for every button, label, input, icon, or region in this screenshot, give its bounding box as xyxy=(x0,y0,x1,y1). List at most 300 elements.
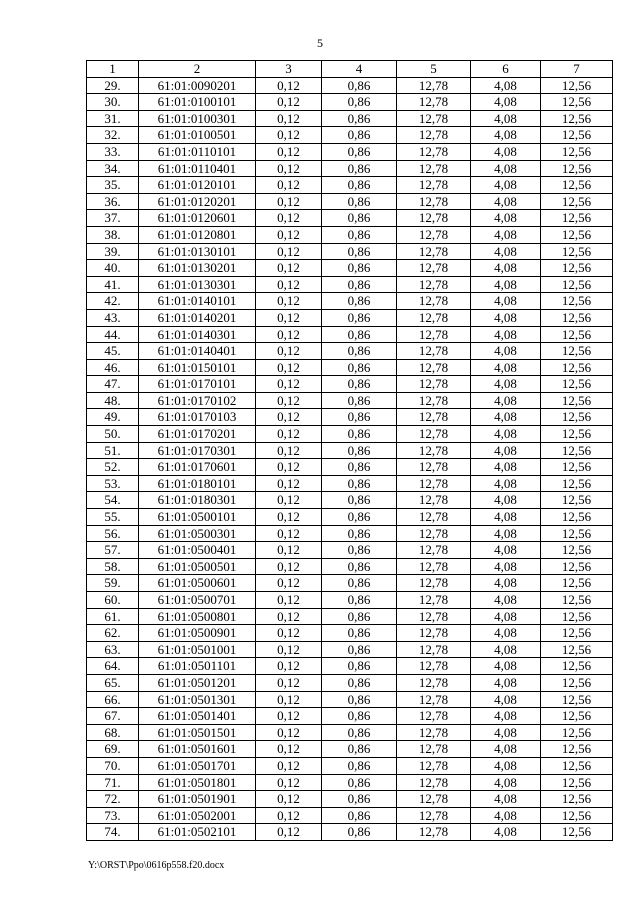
value-col-4: 0,86 xyxy=(322,77,397,94)
value-col-6: 4,08 xyxy=(471,343,541,360)
value-col-7: 12,56 xyxy=(541,774,613,791)
value-col-4: 0,86 xyxy=(322,110,397,127)
value-col-4: 0,86 xyxy=(322,392,397,409)
value-col-3: 0,12 xyxy=(256,542,322,559)
value-col-7: 12,56 xyxy=(541,77,613,94)
value-col-5: 12,78 xyxy=(397,542,471,559)
value-col-7: 12,56 xyxy=(541,724,613,741)
value-col-7: 12,56 xyxy=(541,674,613,691)
value-col-6: 4,08 xyxy=(471,509,541,526)
cadastral-number: 61:01:0500601 xyxy=(139,575,256,592)
row-number: 55. xyxy=(87,509,139,526)
value-col-3: 0,12 xyxy=(256,525,322,542)
value-col-6: 4,08 xyxy=(471,558,541,575)
cadastral-number: 61:01:0130101 xyxy=(139,243,256,260)
value-col-4: 0,86 xyxy=(322,442,397,459)
table-row xyxy=(87,243,613,260)
value-col-3: 0,12 xyxy=(256,442,322,459)
value-col-6: 4,08 xyxy=(471,542,541,559)
value-col-7: 12,56 xyxy=(541,442,613,459)
value-col-5: 12,78 xyxy=(397,392,471,409)
value-col-7: 12,56 xyxy=(541,160,613,177)
row-number: 70. xyxy=(87,757,139,774)
row-number: 68. xyxy=(87,724,139,741)
value-col-5: 12,78 xyxy=(397,260,471,277)
value-col-4: 0,86 xyxy=(322,127,397,144)
row-number: 44. xyxy=(87,326,139,343)
value-col-6: 4,08 xyxy=(471,824,541,841)
value-col-5: 12,78 xyxy=(397,143,471,160)
value-col-7: 12,56 xyxy=(541,708,613,725)
value-col-4: 0,86 xyxy=(322,691,397,708)
column-header-4: 4 xyxy=(322,61,397,78)
value-col-4: 0,86 xyxy=(322,774,397,791)
cadastral-number: 61:01:0501001 xyxy=(139,641,256,658)
table-row xyxy=(87,177,613,194)
value-col-5: 12,78 xyxy=(397,724,471,741)
row-number: 69. xyxy=(87,741,139,758)
cadastral-number: 61:01:0120801 xyxy=(139,226,256,243)
value-col-4: 0,86 xyxy=(322,160,397,177)
row-number: 52. xyxy=(87,459,139,476)
table-header xyxy=(87,61,613,78)
table-row xyxy=(87,625,613,642)
table-row xyxy=(87,193,613,210)
value-col-5: 12,78 xyxy=(397,210,471,227)
value-col-6: 4,08 xyxy=(471,226,541,243)
value-col-7: 12,56 xyxy=(541,293,613,310)
value-col-3: 0,12 xyxy=(256,376,322,393)
value-col-3: 0,12 xyxy=(256,260,322,277)
value-col-4: 0,86 xyxy=(322,143,397,160)
value-col-5: 12,78 xyxy=(397,343,471,360)
value-col-4: 0,86 xyxy=(322,193,397,210)
value-col-4: 0,86 xyxy=(322,592,397,609)
value-col-5: 12,78 xyxy=(397,741,471,758)
table-row xyxy=(87,708,613,725)
value-col-7: 12,56 xyxy=(541,525,613,542)
cadastral-number: 61:01:0120101 xyxy=(139,177,256,194)
row-number: 61. xyxy=(87,608,139,625)
table-row xyxy=(87,94,613,111)
value-col-3: 0,12 xyxy=(256,691,322,708)
value-col-4: 0,86 xyxy=(322,525,397,542)
table-row xyxy=(87,276,613,293)
value-col-5: 12,78 xyxy=(397,376,471,393)
row-number: 53. xyxy=(87,475,139,492)
table-row xyxy=(87,658,613,675)
table-row xyxy=(87,110,613,127)
value-col-6: 4,08 xyxy=(471,260,541,277)
value-col-6: 4,08 xyxy=(471,110,541,127)
value-col-7: 12,56 xyxy=(541,110,613,127)
cadastral-number: 61:01:0500401 xyxy=(139,542,256,559)
value-col-5: 12,78 xyxy=(397,94,471,111)
value-col-4: 0,86 xyxy=(322,641,397,658)
column-header-1: 1 xyxy=(87,61,139,78)
value-col-7: 12,56 xyxy=(541,658,613,675)
table-row xyxy=(87,343,613,360)
value-col-4: 0,86 xyxy=(322,708,397,725)
value-col-6: 4,08 xyxy=(471,475,541,492)
value-col-6: 4,08 xyxy=(471,575,541,592)
cadastral-number: 61:01:0180101 xyxy=(139,475,256,492)
value-col-7: 12,56 xyxy=(541,558,613,575)
value-col-4: 0,86 xyxy=(322,724,397,741)
cadastral-number: 61:01:0500501 xyxy=(139,558,256,575)
table-row xyxy=(87,475,613,492)
table-row xyxy=(87,757,613,774)
table-row xyxy=(87,558,613,575)
value-col-7: 12,56 xyxy=(541,475,613,492)
value-col-7: 12,56 xyxy=(541,641,613,658)
value-col-4: 0,86 xyxy=(322,359,397,376)
value-col-5: 12,78 xyxy=(397,708,471,725)
value-col-5: 12,78 xyxy=(397,674,471,691)
value-col-6: 4,08 xyxy=(471,392,541,409)
table-row xyxy=(87,442,613,459)
row-number: 60. xyxy=(87,592,139,609)
value-col-5: 12,78 xyxy=(397,160,471,177)
value-col-7: 12,56 xyxy=(541,243,613,260)
value-col-5: 12,78 xyxy=(397,426,471,443)
value-col-5: 12,78 xyxy=(397,641,471,658)
table-row xyxy=(87,592,613,609)
value-col-7: 12,56 xyxy=(541,177,613,194)
row-number: 50. xyxy=(87,426,139,443)
value-col-3: 0,12 xyxy=(256,276,322,293)
cadastral-number: 61:01:0130201 xyxy=(139,260,256,277)
value-col-4: 0,86 xyxy=(322,475,397,492)
value-col-6: 4,08 xyxy=(471,143,541,160)
data-table xyxy=(86,60,613,841)
table-row xyxy=(87,260,613,277)
value-col-7: 12,56 xyxy=(541,260,613,277)
value-col-5: 12,78 xyxy=(397,691,471,708)
value-col-7: 12,56 xyxy=(541,459,613,476)
cadastral-number: 61:01:0170102 xyxy=(139,392,256,409)
row-number: 66. xyxy=(87,691,139,708)
table-row xyxy=(87,392,613,409)
row-number: 41. xyxy=(87,276,139,293)
value-col-6: 4,08 xyxy=(471,293,541,310)
value-col-6: 4,08 xyxy=(471,525,541,542)
value-col-3: 0,12 xyxy=(256,326,322,343)
row-number: 33. xyxy=(87,143,139,160)
value-col-5: 12,78 xyxy=(397,177,471,194)
row-number: 43. xyxy=(87,309,139,326)
value-col-7: 12,56 xyxy=(541,392,613,409)
table-row xyxy=(87,641,613,658)
value-col-5: 12,78 xyxy=(397,525,471,542)
row-number: 72. xyxy=(87,791,139,808)
value-col-7: 12,56 xyxy=(541,226,613,243)
table-row xyxy=(87,127,613,144)
value-col-7: 12,56 xyxy=(541,94,613,111)
value-col-4: 0,86 xyxy=(322,791,397,808)
value-col-6: 4,08 xyxy=(471,243,541,260)
value-col-6: 4,08 xyxy=(471,127,541,144)
value-col-7: 12,56 xyxy=(541,608,613,625)
value-col-3: 0,12 xyxy=(256,143,322,160)
cadastral-number: 61:01:0170301 xyxy=(139,442,256,459)
value-col-7: 12,56 xyxy=(541,193,613,210)
row-number: 34. xyxy=(87,160,139,177)
table-row xyxy=(87,143,613,160)
value-col-6: 4,08 xyxy=(471,608,541,625)
table-row xyxy=(87,724,613,741)
value-col-4: 0,86 xyxy=(322,542,397,559)
value-col-5: 12,78 xyxy=(397,757,471,774)
value-col-7: 12,56 xyxy=(541,757,613,774)
value-col-4: 0,86 xyxy=(322,824,397,841)
value-col-5: 12,78 xyxy=(397,625,471,642)
row-number: 49. xyxy=(87,409,139,426)
table-row xyxy=(87,691,613,708)
value-col-6: 4,08 xyxy=(471,625,541,642)
row-number: 35. xyxy=(87,177,139,194)
value-col-3: 0,12 xyxy=(256,193,322,210)
value-col-3: 0,12 xyxy=(256,127,322,144)
value-col-4: 0,86 xyxy=(322,608,397,625)
row-number: 65. xyxy=(87,674,139,691)
cadastral-number: 61:01:0501601 xyxy=(139,741,256,758)
value-col-3: 0,12 xyxy=(256,791,322,808)
value-col-7: 12,56 xyxy=(541,575,613,592)
cadastral-number: 61:01:0502001 xyxy=(139,807,256,824)
cadastral-number: 61:01:0180301 xyxy=(139,492,256,509)
value-col-7: 12,56 xyxy=(541,276,613,293)
table-row xyxy=(87,509,613,526)
cadastral-number: 61:01:0170101 xyxy=(139,376,256,393)
value-col-3: 0,12 xyxy=(256,359,322,376)
value-col-3: 0,12 xyxy=(256,94,322,111)
value-col-6: 4,08 xyxy=(471,658,541,675)
row-number: 46. xyxy=(87,359,139,376)
table-row xyxy=(87,376,613,393)
value-col-6: 4,08 xyxy=(471,409,541,426)
value-col-3: 0,12 xyxy=(256,592,322,609)
cadastral-number: 61:01:0100301 xyxy=(139,110,256,127)
value-col-3: 0,12 xyxy=(256,110,322,127)
value-col-5: 12,78 xyxy=(397,824,471,841)
table-row xyxy=(87,309,613,326)
value-col-6: 4,08 xyxy=(471,492,541,509)
value-col-5: 12,78 xyxy=(397,127,471,144)
value-col-6: 4,08 xyxy=(471,160,541,177)
row-number: 57. xyxy=(87,542,139,559)
value-col-6: 4,08 xyxy=(471,592,541,609)
table-row xyxy=(87,741,613,758)
value-col-4: 0,86 xyxy=(322,276,397,293)
cadastral-number: 61:01:0500301 xyxy=(139,525,256,542)
row-number: 42. xyxy=(87,293,139,310)
column-header-5: 5 xyxy=(397,61,471,78)
value-col-3: 0,12 xyxy=(256,392,322,409)
cadastral-number: 61:01:0140401 xyxy=(139,343,256,360)
table-row xyxy=(87,326,613,343)
value-col-7: 12,56 xyxy=(541,143,613,160)
value-col-5: 12,78 xyxy=(397,791,471,808)
row-number: 45. xyxy=(87,343,139,360)
row-number: 48. xyxy=(87,392,139,409)
table-row xyxy=(87,774,613,791)
cadastral-number: 61:01:0500801 xyxy=(139,608,256,625)
row-number: 32. xyxy=(87,127,139,144)
value-col-6: 4,08 xyxy=(471,94,541,111)
value-col-3: 0,12 xyxy=(256,608,322,625)
table-row xyxy=(87,409,613,426)
cadastral-number: 61:01:0140301 xyxy=(139,326,256,343)
cadastral-number: 61:01:0500101 xyxy=(139,509,256,526)
value-col-3: 0,12 xyxy=(256,824,322,841)
value-col-4: 0,86 xyxy=(322,243,397,260)
value-col-6: 4,08 xyxy=(471,641,541,658)
value-col-4: 0,86 xyxy=(322,309,397,326)
column-header-2: 2 xyxy=(139,61,256,78)
value-col-5: 12,78 xyxy=(397,326,471,343)
value-col-5: 12,78 xyxy=(397,807,471,824)
value-col-4: 0,86 xyxy=(322,575,397,592)
value-col-4: 0,86 xyxy=(322,177,397,194)
value-col-6: 4,08 xyxy=(471,791,541,808)
cadastral-number: 61:01:0170601 xyxy=(139,459,256,476)
table-row xyxy=(87,492,613,509)
value-col-5: 12,78 xyxy=(397,409,471,426)
row-number: 59. xyxy=(87,575,139,592)
value-col-3: 0,12 xyxy=(256,674,322,691)
cadastral-number: 61:01:0130301 xyxy=(139,276,256,293)
value-col-4: 0,86 xyxy=(322,757,397,774)
value-col-6: 4,08 xyxy=(471,774,541,791)
value-col-7: 12,56 xyxy=(541,326,613,343)
value-col-6: 4,08 xyxy=(471,459,541,476)
value-col-3: 0,12 xyxy=(256,426,322,443)
value-col-4: 0,86 xyxy=(322,741,397,758)
value-col-5: 12,78 xyxy=(397,492,471,509)
table-row xyxy=(87,575,613,592)
value-col-3: 0,12 xyxy=(256,741,322,758)
cadastral-number: 61:01:0100501 xyxy=(139,127,256,144)
cadastral-number: 61:01:0501201 xyxy=(139,674,256,691)
cadastral-number: 61:01:0501301 xyxy=(139,691,256,708)
row-number: 29. xyxy=(87,77,139,94)
value-col-4: 0,86 xyxy=(322,210,397,227)
value-col-4: 0,86 xyxy=(322,376,397,393)
header-row xyxy=(87,61,613,78)
value-col-7: 12,56 xyxy=(541,376,613,393)
value-col-3: 0,12 xyxy=(256,160,322,177)
value-col-6: 4,08 xyxy=(471,359,541,376)
column-header-7: 7 xyxy=(541,61,613,78)
row-number: 47. xyxy=(87,376,139,393)
value-col-4: 0,86 xyxy=(322,558,397,575)
value-col-6: 4,08 xyxy=(471,326,541,343)
value-col-3: 0,12 xyxy=(256,774,322,791)
value-col-6: 4,08 xyxy=(471,708,541,725)
table-row xyxy=(87,359,613,376)
value-col-4: 0,86 xyxy=(322,658,397,675)
row-number: 56. xyxy=(87,525,139,542)
value-col-5: 12,78 xyxy=(397,658,471,675)
value-col-3: 0,12 xyxy=(256,210,322,227)
value-col-6: 4,08 xyxy=(471,77,541,94)
value-col-3: 0,12 xyxy=(256,492,322,509)
value-col-7: 12,56 xyxy=(541,426,613,443)
cadastral-number: 61:01:0110401 xyxy=(139,160,256,177)
value-col-3: 0,12 xyxy=(256,708,322,725)
value-col-6: 4,08 xyxy=(471,309,541,326)
cadastral-number: 61:01:0501901 xyxy=(139,791,256,808)
table-row xyxy=(87,807,613,824)
row-number: 67. xyxy=(87,708,139,725)
value-col-7: 12,56 xyxy=(541,625,613,642)
value-col-4: 0,86 xyxy=(322,492,397,509)
value-col-7: 12,56 xyxy=(541,359,613,376)
row-number: 74. xyxy=(87,824,139,841)
value-col-5: 12,78 xyxy=(397,475,471,492)
table-row xyxy=(87,674,613,691)
value-col-5: 12,78 xyxy=(397,293,471,310)
value-col-5: 12,78 xyxy=(397,459,471,476)
value-col-3: 0,12 xyxy=(256,475,322,492)
value-col-3: 0,12 xyxy=(256,77,322,94)
value-col-6: 4,08 xyxy=(471,426,541,443)
value-col-4: 0,86 xyxy=(322,807,397,824)
value-col-5: 12,78 xyxy=(397,558,471,575)
value-col-6: 4,08 xyxy=(471,210,541,227)
table-row xyxy=(87,824,613,841)
row-number: 31. xyxy=(87,110,139,127)
value-col-7: 12,56 xyxy=(541,492,613,509)
value-col-5: 12,78 xyxy=(397,592,471,609)
cadastral-number: 61:01:0501801 xyxy=(139,774,256,791)
value-col-7: 12,56 xyxy=(541,741,613,758)
value-col-3: 0,12 xyxy=(256,226,322,243)
row-number: 62. xyxy=(87,625,139,642)
cadastral-number: 61:01:0501101 xyxy=(139,658,256,675)
table-row xyxy=(87,608,613,625)
column-header-3: 3 xyxy=(256,61,322,78)
cadastral-number: 61:01:0170103 xyxy=(139,409,256,426)
cadastral-number: 61:01:0110101 xyxy=(139,143,256,160)
value-col-7: 12,56 xyxy=(541,824,613,841)
cadastral-number: 61:01:0170201 xyxy=(139,426,256,443)
value-col-6: 4,08 xyxy=(471,674,541,691)
value-col-4: 0,86 xyxy=(322,94,397,111)
value-col-5: 12,78 xyxy=(397,575,471,592)
value-col-3: 0,12 xyxy=(256,807,322,824)
value-col-5: 12,78 xyxy=(397,608,471,625)
table-row xyxy=(87,77,613,94)
value-col-7: 12,56 xyxy=(541,309,613,326)
value-col-3: 0,12 xyxy=(256,575,322,592)
value-col-4: 0,86 xyxy=(322,293,397,310)
value-col-3: 0,12 xyxy=(256,509,322,526)
value-col-3: 0,12 xyxy=(256,459,322,476)
table-row xyxy=(87,293,613,310)
cadastral-number: 61:01:0150101 xyxy=(139,359,256,376)
row-number: 73. xyxy=(87,807,139,824)
value-col-7: 12,56 xyxy=(541,592,613,609)
value-col-4: 0,86 xyxy=(322,326,397,343)
value-col-3: 0,12 xyxy=(256,409,322,426)
value-col-3: 0,12 xyxy=(256,658,322,675)
cadastral-number: 61:01:0501401 xyxy=(139,708,256,725)
value-col-5: 12,78 xyxy=(397,193,471,210)
value-col-4: 0,86 xyxy=(322,674,397,691)
value-col-5: 12,78 xyxy=(397,774,471,791)
